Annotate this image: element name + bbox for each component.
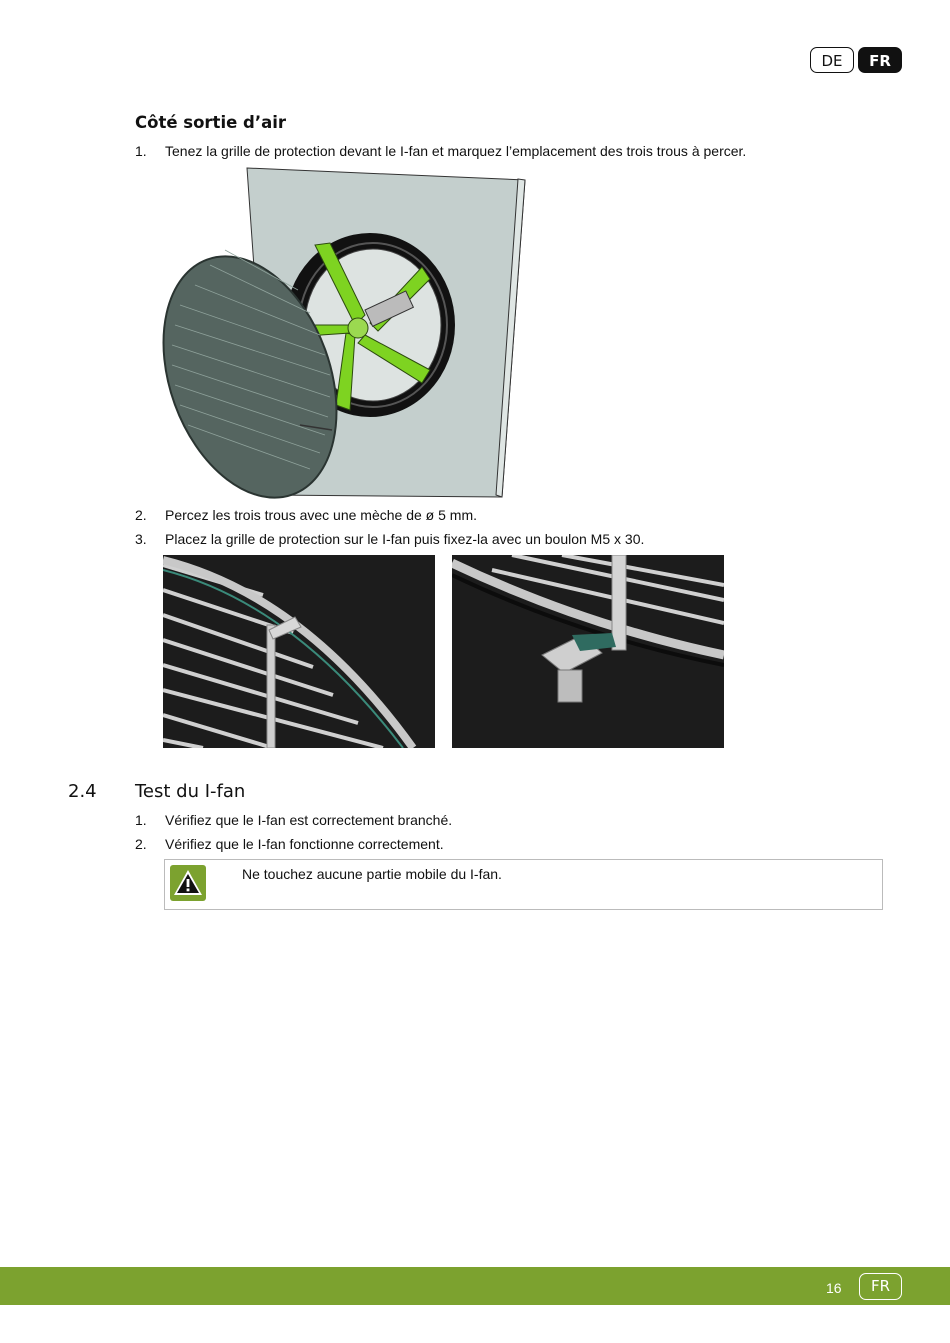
- step-number: 2.: [135, 507, 147, 523]
- list-item: [135, 811, 452, 829]
- page-number: 16: [826, 1280, 842, 1296]
- step-number: 1.: [135, 812, 147, 828]
- warning-box: [164, 859, 883, 910]
- list-item: [135, 142, 746, 160]
- step-text: Vérifiez que le I-fan fonctionne correctement.: [165, 836, 444, 852]
- lang-tab-de[interactable]: DE: [810, 47, 854, 73]
- warning-icon: [170, 865, 206, 901]
- section-title-outlet: Côté sortie d’air: [135, 113, 287, 132]
- step-text: Placez la grille de protection sur le I-fan puis fixez-la avec un boulon M5 x 30.: [165, 531, 645, 547]
- step-number: 2.: [135, 836, 147, 852]
- section-title-test: Test du I-fan: [135, 781, 246, 802]
- list-item: [135, 530, 644, 548]
- list-item: [135, 835, 444, 853]
- footer-bar: [0, 1267, 950, 1305]
- warning-text: Ne touchez aucune partie mobile du I-fan.: [242, 866, 502, 882]
- step-text: Percez les trois trous avec une mèche de ø 5 mm.: [165, 507, 478, 523]
- grille-bolt-detail-right: [452, 555, 724, 748]
- step-number: 1.: [135, 143, 147, 159]
- grille-bolt-detail-left: [163, 555, 435, 748]
- fan-grille-illustration: [160, 165, 530, 500]
- step-text: Tenez la grille de protection devant le I-fan et marquez l’emplacement des trois trous à percer.: [165, 143, 747, 159]
- footer-lang-tab[interactable]: FR: [859, 1273, 902, 1300]
- lang-tab-fr[interactable]: FR: [858, 47, 902, 73]
- step-text: Vérifiez que le I-fan est correctement branché.: [165, 812, 453, 828]
- section-number: 2.4: [68, 781, 97, 802]
- list-item: [135, 506, 477, 524]
- step-number: 3.: [135, 531, 147, 547]
